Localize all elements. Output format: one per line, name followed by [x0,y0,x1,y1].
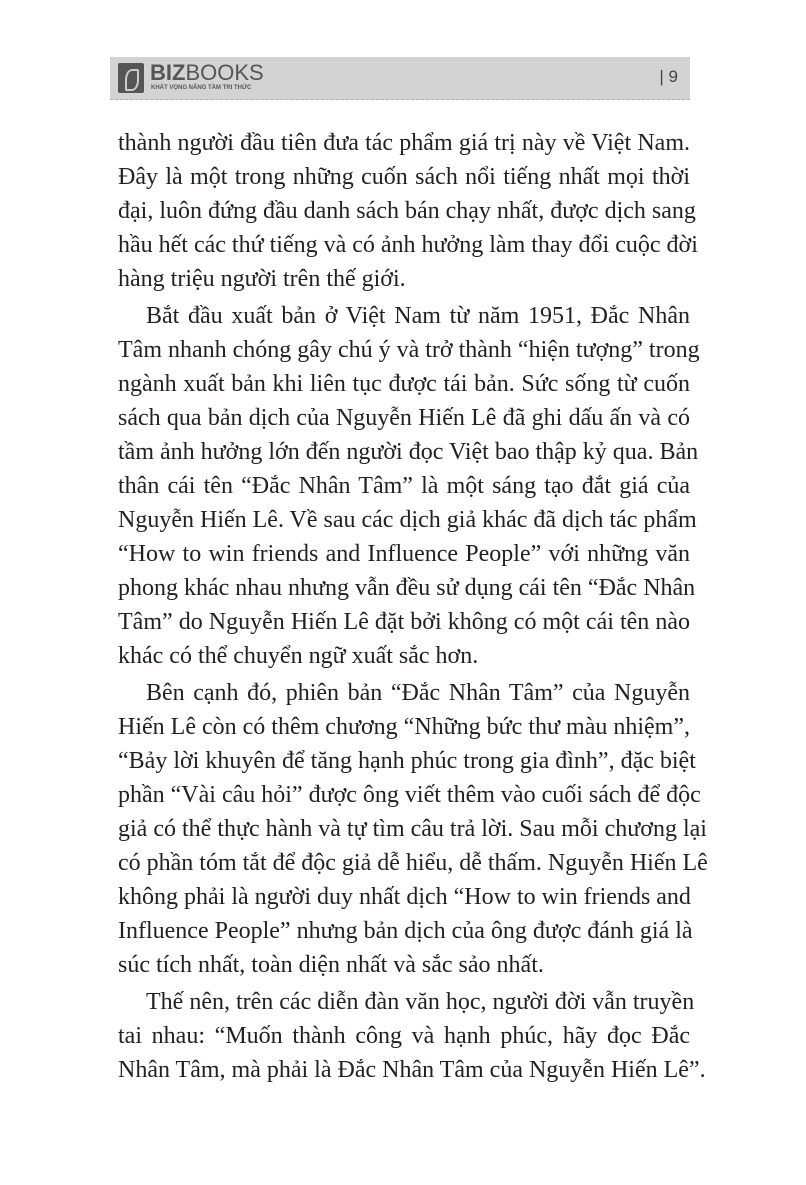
text-line: Thế nên, trên các diễn đàn văn học, người đời vẫn truyền [146,989,695,1015]
text-line: thành người đầu tiên đưa tác phẩm giá trị này về Việt Nam. [118,130,690,156]
text-line: giả có thể thực hành và tự tìm câu trả lời. Sau mỗi chương lại [118,816,707,842]
text-line: thân cái tên “Đắc Nhân Tâm” là một sáng tạo đắt giá của [118,473,690,499]
text-line: Đây là một trong những cuốn sách nổi tiếng nhất mọi thời [118,164,690,190]
text-line: tai nhau: “Muốn thành công và hạnh phúc, hãy đọc Đắc [118,1023,690,1049]
text-line: có phần tóm tắt để độc giả dễ hiểu, dễ thấm. Nguyễn Hiến Lê [118,850,708,876]
text-line: Bên cạnh đó, phiên bản “Đắc Nhân Tâm” của Nguyễn [146,680,690,706]
paragraph [118,985,706,1087]
text-line: Nhân Tâm, mà phải là Đắc Nhân Tâm của Nguyễn Hiến Lê”. [118,1057,706,1083]
body-text [118,126,708,1090]
text-line: Tâm nhanh chóng gây chú ý và trở thành “hiện tượng” trong [118,337,700,363]
text-line: “Bảy lời khuyên để tăng hạnh phúc trong gia đình”, đặc biệt [118,748,696,774]
running-header [110,57,690,100]
paragraph [118,126,698,296]
page-number: | 9 [659,67,678,86]
brand-tagline: KHÁT VỌNG NÂNG TẦM TRI THỨC [151,85,252,91]
text-line: “How to win friends and Influence People” với những văn [118,541,690,567]
text-line: hầu hết các thứ tiếng và có ảnh hưởng làm thay đổi cuộc đời [118,232,698,258]
text-line: Nguyễn Hiến Lê. Về sau các dịch giả khác đã dịch tác phẩm [118,507,697,533]
text-line: súc tích nhất, toàn diện nhất và sắc sảo nhất. [118,952,544,978]
text-line: phần “Vài câu hỏi” được ông viết thêm vào cuối sách để độc [118,782,701,808]
paragraph [118,676,708,982]
text-line: sách qua bản dịch của Nguyễn Hiến Lê đã ghi dấu ấn và có [118,405,690,431]
text-line: tầm ảnh hưởng lớn đến người đọc Việt bao thập kỷ qua. Bản [118,439,699,465]
text-line: Bắt đầu xuất bản ở Việt Nam từ năm 1951, Đắc Nhân [146,303,690,329]
paragraph [118,299,700,673]
text-line: hàng triệu người trên thế giới. [118,266,406,292]
text-line: không phải là người duy nhất dịch “How to win friends and [118,884,691,910]
text-line: Tâm” do Nguyễn Hiến Lê đặt bởi không có một cái tên nào [118,609,690,635]
bizbooks-logo-icon [118,63,144,93]
brand-name: BIZBOOKS [150,60,264,85]
text-line: Hiến Lê còn có thêm chương “Những bức thư màu nhiệm”, [118,714,690,740]
text-line: khác có thể chuyển ngữ xuất sắc hơn. [118,643,479,669]
text-line: ngành xuất bản khi liên tục được tái bản. Sức sống từ cuốn [118,371,690,397]
text-line: phong khác nhau nhưng vẫn đều sử dụng cái tên “Đắc Nhân [118,575,696,601]
text-line: đại, luôn đứng đầu danh sách bán chạy nhất, được dịch sang [118,198,696,224]
text-line: Influence People” nhưng bản dịch của ông được đánh giá là [118,918,693,944]
